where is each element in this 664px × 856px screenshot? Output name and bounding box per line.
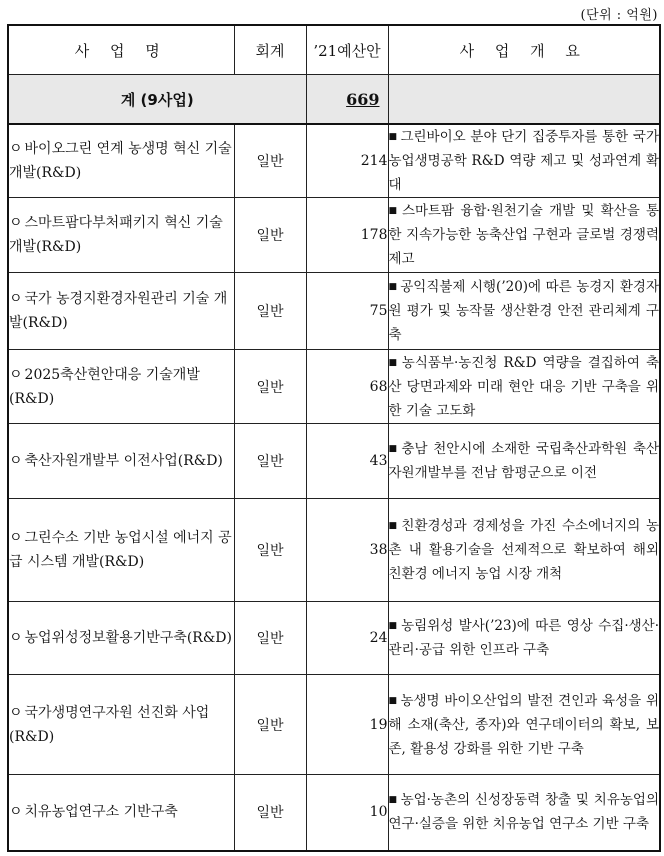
total-row [8,75,660,125]
square-bullet-icon: ■ [388,282,398,292]
project-summary [388,273,660,350]
project-summary [388,602,660,675]
square-bullet-icon: ■ [388,621,399,631]
project-name-text: 국가 농경지환경자원관리 기술 개발(R&D) [9,291,228,331]
project-name [8,350,234,424]
unit-note: (단위 : 억원) [580,8,658,23]
project-summary [388,499,660,602]
project-account: 일반 [234,198,306,273]
project-budget: 75 [306,273,388,350]
square-bullet-icon: ■ [388,444,399,454]
project-name [8,499,234,602]
bullet-icon: ㅇ [9,215,23,231]
square-bullet-icon: ■ [388,695,398,706]
project-name-text: 국가생명연구자원 선진화 사업(R&D) [9,704,210,745]
project-summary [388,350,660,424]
header-name: 사 업 명 [8,25,234,75]
project-name-text: 그린수소 기반 농업시설 에너지 공급 시스템 개발(R&D) [9,530,232,570]
project-account: 일반 [234,350,306,424]
table-row [8,273,660,350]
square-bullet-icon: ■ [388,357,399,368]
project-account: 일반 [234,273,306,350]
project-name [8,775,234,851]
bullet-icon: ㅇ [9,453,23,469]
project-name-text: 바이오그린 연계 농생명 혁신 기술개발(R&D) [9,141,232,181]
project-summary-text: 농림위성 발사(’23)에 따른 영상 수집·생산·관리·공급 위한 인프라 구축 [388,618,659,658]
table-row [8,499,660,602]
project-summary-text: 스마트팜 융합·원천기술 개발 및 확산을 통한 지속가능한 농축산업 구현과 글로벌 경쟁력 제고 [388,203,659,267]
project-summary [388,198,660,273]
project-account: 일반 [234,499,306,602]
square-bullet-icon: ■ [388,206,399,216]
square-bullet-icon: ■ [388,795,398,806]
header-row [8,25,660,75]
project-budget: 214 [306,124,388,198]
budget-table [7,24,661,852]
project-budget: 10 [306,775,388,851]
project-summary-text: 농생명 바이오산업의 발전 견인과 육성을 위해 소재(축산, 종자)와 연구데이터의 확보, 보존, 활용성 강화를 위한 기반 구축 [388,692,659,757]
project-summary-text: 공익직불제 시행(’20)에 따른 농경지 환경자원 평가 및 농작물 생산환경 안전 관리체계 구축 [388,279,659,343]
project-summary [388,124,660,198]
project-summary-text: 친환경성과 경제성을 가진 수소에너지의 농촌 내 활용기술을 선제적으로 확보하여 해외 친환경 에너지 농업 시장 개척 [388,518,659,582]
table-row [8,424,660,499]
table-row [8,124,660,198]
project-account: 일반 [234,124,306,198]
total-amount: 669 [306,75,388,125]
total-label: 계 (9사업) [8,75,306,125]
project-budget: 24 [306,602,388,675]
project-budget: 19 [306,675,388,775]
project-name [8,273,234,350]
bullet-icon: ㅇ [9,366,23,383]
header-budget: ’21예산안 [306,25,388,75]
project-account: 일반 [234,602,306,675]
project-name-text: 농업위성정보활용기반구축(R&D) [24,630,232,646]
table-row [8,350,660,424]
project-account: 일반 [234,424,306,499]
bullet-icon: ㅇ [9,291,23,307]
project-name [8,124,234,198]
project-summary-text: 농업·농촌의 신성장동력 창출 및 치유농업의 연구·실증을 위한 치유농업 연구소 기반 구축 [388,792,659,833]
header-account: 회계 [234,25,306,75]
project-name [8,198,234,273]
project-budget: 178 [306,198,388,273]
bullet-icon: ㅇ [9,530,23,546]
project-budget: 68 [306,350,388,424]
square-bullet-icon: ■ [388,521,399,531]
project-name [8,675,234,775]
project-name [8,424,234,499]
total-summary-empty [388,75,660,125]
project-name-text: 치유농업연구소 기반구축 [24,804,178,821]
table-row [8,602,660,675]
project-budget: 38 [306,499,388,602]
square-bullet-icon: ■ [388,132,398,142]
project-name [8,602,234,675]
project-budget: 43 [306,424,388,499]
table-row [8,675,660,775]
bullet-icon: ㅇ [9,704,23,721]
project-summary-text: 충남 천안시에 소재한 국립축산과학원 축산자원개발부를 전남 함평군으로 이전 [388,441,659,481]
header-summary: 사 업 개 요 [388,25,660,75]
project-summary [388,424,660,499]
project-account: 일반 [234,775,306,851]
project-name-text: 2025축산현안대응 기술개발(R&D) [9,366,200,407]
project-summary-text: 그린바이오 분야 단기 집중투자를 통한 국가 농업생명공학 R&D 역량 제고 및 성과연계 확대 [388,129,659,193]
project-summary-text: 농식품부·농진청 R&D 역량을 결집하여 축산 당면과제와 미래 현안 대응 기반 구축을 위한 기술 고도화 [388,354,659,419]
bullet-icon: ㅇ [9,141,23,157]
bullet-icon: ㅇ [9,804,23,821]
project-name-text: 스마트팜다부처패키지 혁신 기술개발(R&D) [9,215,223,255]
bullet-icon: ㅇ [9,630,23,646]
table-row [8,198,660,273]
project-account: 일반 [234,675,306,775]
project-summary [388,775,660,851]
project-summary [388,675,660,775]
table-row [8,775,660,851]
project-name-text: 축산자원개발부 이전사업(R&D) [24,453,223,469]
